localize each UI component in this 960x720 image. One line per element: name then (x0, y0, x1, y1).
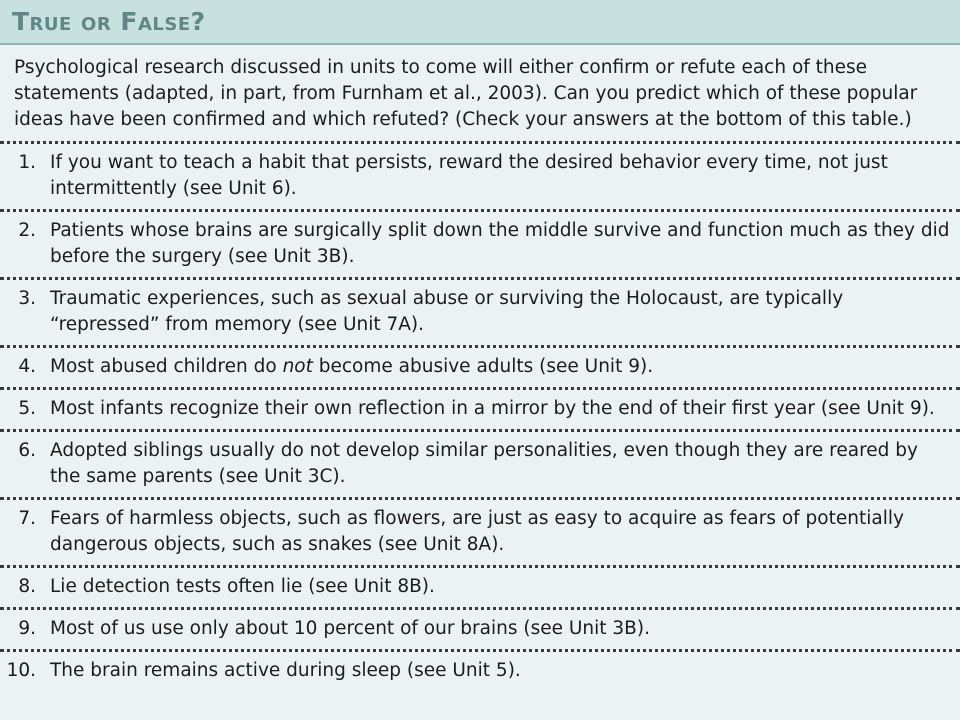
statement-text: The brain remains active during sleep (see Unit 5). (50, 660, 521, 681)
statement-item (0, 387, 960, 429)
statement-text-emphasis: not (282, 356, 313, 377)
title-bar (0, 0, 960, 45)
statement-item (0, 565, 960, 607)
statement-text: Lie detection tests often lie (see Unit 8B). (50, 576, 435, 597)
statement-number: 9. (18, 618, 36, 639)
statement-item (0, 607, 960, 649)
statement-text: If you want to teach a habit that persists, reward the desired behavior every time, not just intermittently (see Unit 6). (50, 152, 888, 199)
statement-text: Most infants recognize their own reflection in a mirror by the end of their first year (see Unit 9). (50, 398, 935, 419)
statement-number: 1. (18, 152, 36, 173)
table-title: True or False? (12, 7, 206, 36)
statement-text-before: Most abused children do (50, 356, 283, 377)
statement-list (0, 141, 960, 691)
statement-number: 5. (18, 398, 36, 419)
statement-number: 4. (18, 356, 36, 377)
statement-text-after: become abusive adults (see Unit 9). (312, 356, 654, 377)
statement-text: Patients whose brains are surgically split down the middle survive and function much as they did before the surgery (see Unit 3B). (50, 220, 950, 267)
statement-item (0, 649, 960, 691)
statement-number: 2. (18, 220, 36, 241)
statement-number: 3. (18, 288, 36, 309)
intro-paragraph: Psychological research discussed in units to come will either confirm or refute each of these statements (adapted, in part, from Furnham et al., 2003). Can you predict which of these popular ideas have been confirmed and which refuted? (Check your answers at the bottom of this table.) (14, 57, 918, 130)
statement-item (0, 429, 960, 497)
statement-item (0, 277, 960, 345)
statement-text: Traumatic experiences, such as sexual abuse or surviving the Holocaust, are typically “repressed” from memory (see Unit 7A). (50, 288, 844, 335)
statement-text: Fears of harmless objects, such as flowers, are just as easy to acquire as fears of potentially dangerous objects, such as snakes (see Unit 8A). (50, 508, 904, 555)
statement-item (0, 141, 960, 209)
statement-item (0, 209, 960, 277)
statement-item (0, 345, 960, 387)
statement-text: Most of us use only about 10 percent of our brains (see Unit 3B). (50, 618, 650, 639)
statement-number: 10. (6, 660, 36, 681)
statement-number: 8. (18, 576, 36, 597)
statement-number: 6. (18, 440, 36, 461)
statement-number: 7. (18, 508, 36, 529)
statement-item (0, 497, 960, 565)
statement-text: Adopted siblings usually do not develop similar personalities, even though they are reared by the same parents (see Unit 3C). (50, 440, 918, 487)
statement-text (50, 354, 952, 380)
